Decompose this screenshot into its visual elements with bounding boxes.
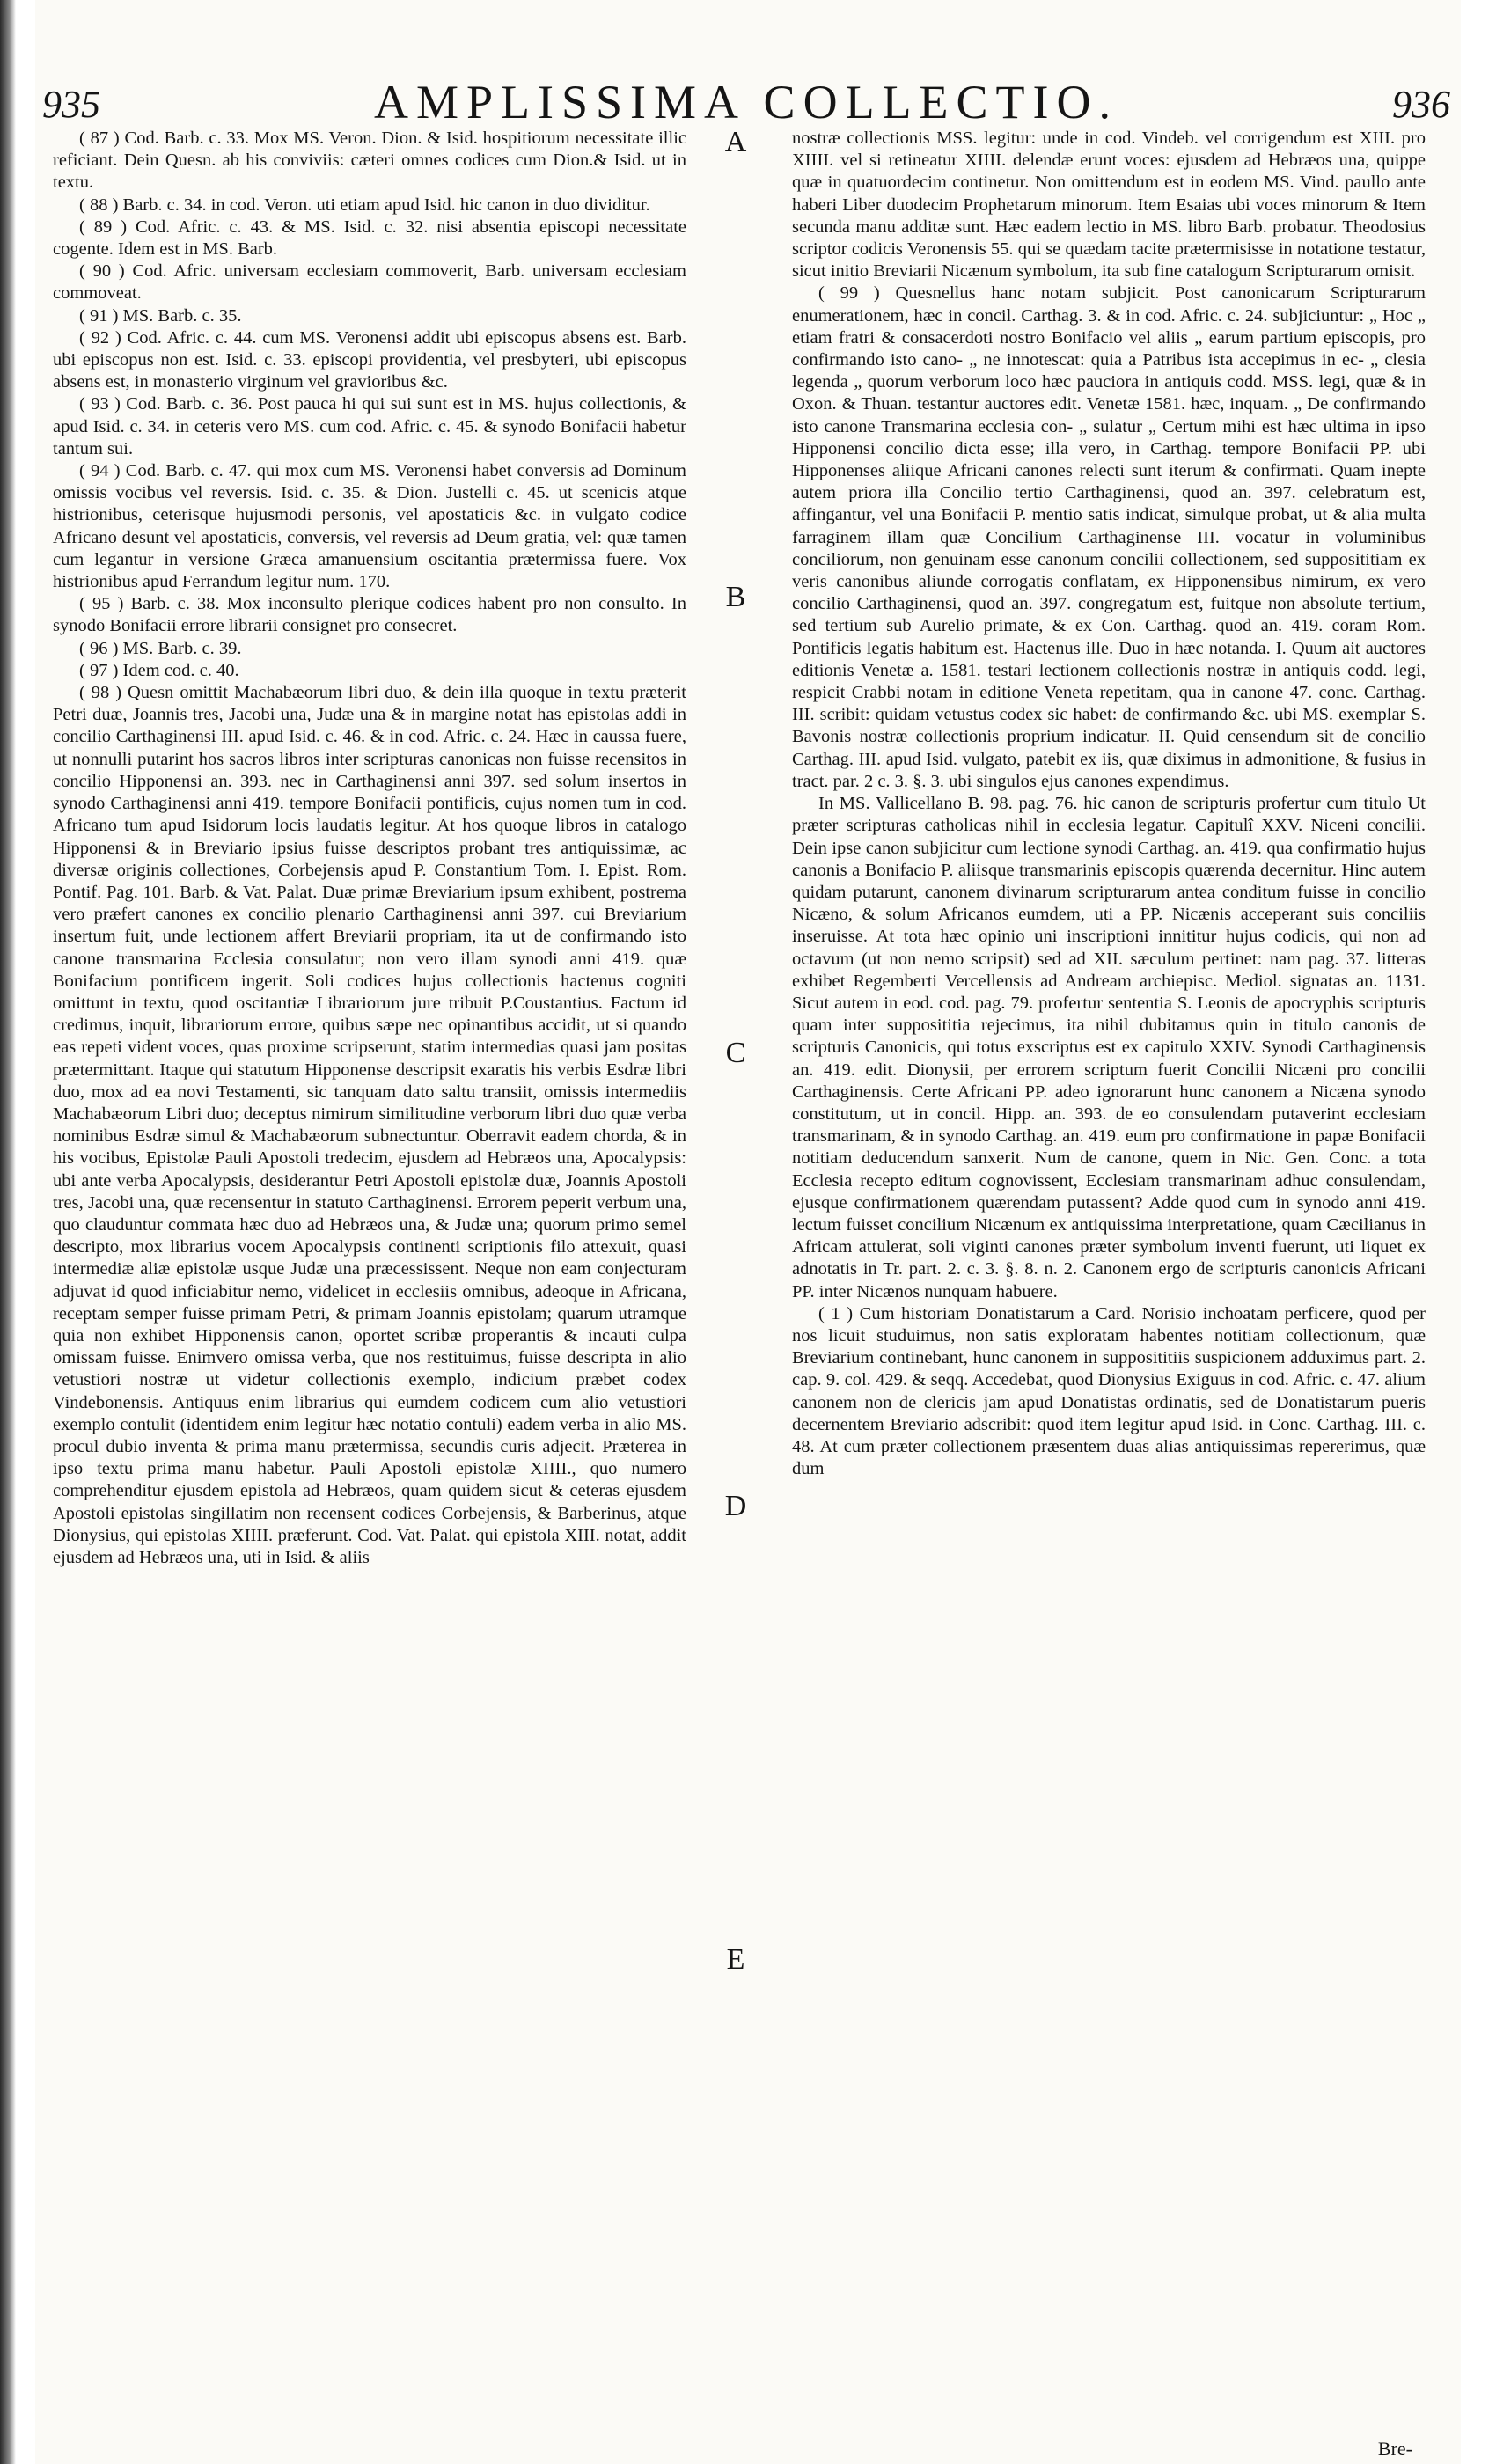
footnote-92: ( 92 ) Cod. Afric. c. 44. cum MS. Veronensi addit ubi episcopus absens est. Barb. ubi episcopus non est. Isid. c. 33. episcopi providentia, vel presbyteri, ubi episcopus absens est, in monasterio virginum vel gravioribus &c. — [53, 327, 686, 392]
margin-letter-a: A — [724, 126, 747, 158]
margin-letter-e: E — [726, 1943, 745, 1976]
margin-letter-b: B — [725, 581, 746, 613]
footnote-1: ( 1 ) Cum historiam Donatistarum a Card. Norisio inchoatam perficere, quod per nos licuit studuimus, non satis exploratam habentes notitiam collectionum, quæ Breviarium continebant, hunc canonem in supposititiis suspicionem adduximus part. 2. cap. 9. col. 429. & seqq. Accedebat, quod Dionysius Exiguus in cod. Afric. c. 47. alium canonem non de clericis jam apud Donatistas ordinatis, sed de Donatistarum pueris decernentem Breviario adscribit: quod item legitur apud Isid. in Conc. Carthag. III. c. 48. At cum præter collectionem præsentem duas alias antiquissimas repererimus, quæ dum — [792, 1303, 1426, 1479]
margin-letter-d: D — [724, 1490, 747, 1522]
right-column — [792, 128, 1426, 2420]
footnote-93: ( 93 ) Cod. Barb. c. 36. Post pauca hi qui sui sunt est in MS. hujus collectionis, & apud Isid. c. 34. in ceteris vero MS. cum cod. Afric. c. 45. & synodo Bonifacii habetur tantum sui. — [53, 394, 686, 458]
footnote-88: ( 88 ) Barb. c. 34. in cod. Veron. uti etiam apud Isid. hic canon in duo dividitur. — [79, 194, 650, 215]
running-title: AMPLISSIMA COLLECTIO. — [373, 76, 1119, 128]
footnote-97: ( 97 ) Idem cod. c. 40. — [79, 660, 239, 680]
footnote-96: ( 96 ) MS. Barb. c. 39. — [79, 638, 242, 658]
paragraph-vallicellano: In MS. Vallicellano B. 98. pag. 76. hic canon de scripturis profertur cum titulo Ut præter scripturas catholicas nihil in ecclesia legatur. Capitulî XXV. Niceni concilii. Dein ipse canon subjicitur cum lectione synodi Carthag. an. 419. qua confirmatio hujus canonis a Bonifacio P. aliisque transmarinis episcopis quærenda decernitur. Hinc autem quidam putarunt, canonem divinarum scripturarum antea conditum fuisse in concilio Nicæno, & solum Africanos eumdem, uti a PP. Nicænis acceperant suis conciliis inseruisse. At tota hæc opinio uni inscriptioni innititur hujus codicis, qui non ad octavum (ut non nemo scripsit) sed ad XII. sæculum pertinet: nam pag. 37. litteras exhibet Regemberti Vercellensis ad Andream archiepisc. Mediol. signatas an. 1131. Sicut autem in eod. cod. pag. 79. profertur sententia S. Leonis de apocryphis scripturis quam inter supposititia rejecimus, ita nihil dubitamus quin in titulo canonis de scripturis Canonicis, qui totus exscriptus est ex capitulo XXIV. Synodi Carthaginensis an. 419. edit. Dionysii, per errorem scriptum fuerit Concilii Nicæni pro concilii Carthaginensis. Certe Africani PP. adeo ignorarunt hunc canonem a Nicæna synodo constitutum, ut in concil. Hipp. an. 393. de eo consulendam putaverint ecclesiam transmarinam, & in synodo Carthag. an. 419. eum pro confirmatione in papæ Bonifacii notitiam deducendum sanxerit. Num de canone, quem in Nic. Gen. Conc. a tota Ecclesia recepto editum cognovissent, Ecclesiam transmarinam adhuc consulendam, ejusque confirmationem quærendam putassent? Adde quod cum in synodo anni 419. lectum fuisset concilium Nicænum ex antiquissima interpretatione, quam Cæcilianus in Africam attulerat, soli viginti canones præter symbolum inventi fuerunt, uti liquet ex adnotatis in Tr. part. 2. c. 3. §. 8. n. 2. Canonem ergo de scripturis canonicis Africani PP. inter Nicænos nunquam habuere. — [792, 794, 1426, 1302]
page-number-right: 936 — [1392, 83, 1450, 126]
footnote-94: ( 94 ) Cod. Barb. c. 47. qui mox cum MS. Veronensi habet conversis ad Dominum omissis vocibus vel reversis. Isid. c. 35. & Dion. Justelli c. 45. ut scenicis atque histrionibus, ceterisque hujusmodi personis, vel apostaticis &c. in vulgato codice Africano desunt vel apostaticis, conversis, vel reversis ad Deum gratia, vel: quæ tamen cum legantur in versione Græca amanuensium oscitantia prætermissa fuere. Vox histrionibus apud Ferrandum legitur num. 170. — [53, 461, 686, 592]
footnote-91: ( 91 ) MS. Barb. c. 35. — [79, 305, 242, 326]
margin-letter-c: C — [725, 1037, 746, 1069]
footnote-90: ( 90 ) Cod. Afric. universam ecclesiam commoverit, Barb. universam ecclesiam commoveat. — [53, 261, 686, 304]
page-number-left: 935 — [42, 83, 100, 126]
footnote-98: ( 98 ) Quesn omittit Machabæorum libri duo, & dein illa quoque in textu præterit Petri duæ, Joannis tres, Jacobi una, Judæ una & in margine notat has epistolas addi in concilio Carthaginensi III. apud Isid. c. 46. & in cod. Afric. c. 24. Hæc in caussa fuere, ut nonnulli putarint hos sacros libros inter scripturas canonicas non fuisse recensitos in concilio Hipponensi an. 393. nec in Carthaginensi anni 397. sed solum insertos in synodo Carthaginensi anni 419. tempore Bonifacii pontificis, cujus nomen tum in cod. Africano tum apud Isidorum locis laudatis legitur. At hos quoque libros in catalogo Hipponensi & in Breviario ipsius fuisse descriptos probant tres antiquissimæ, ac diversæ originis collectiones, Corbejensis apud P. Constantium Tom. I. Epist. Rom. Pontif. Pag. 101. Barb. & Vat. Palat. Duæ primæ Breviarium ipsum exhibent, postrema vero præfert canones ex concilio plenario Carthaginensi anni 397. cui Breviarium insertum fuit, unde lectionem affert Breviarii propriam, ita ut de confirmando isto canone transmarina Ecclesia consulatur; non vero illam synodi anni 419. quæ Bonifacium pontificem ingerit. Soli codices hujus collectionis hactenus cogniti omittunt in textu, quod oscitantiæ Librariorum jure tribuit P.Coustantius. Factum id credimus, inquit, librariorum errore, quibus sæpe nec opinantibus accidit, ut si quando eas repeti vident voces, quas proxime scripserunt, statim intermedias quasi jam positas prætermittant. Itaque qui statutum Hipponense descripsit exaratis his verbis Esdræ libri duo, mox ad ea novi Testamenti, sic tanquam dato saltu transiit, omissis intermediis Machabæorum Libri duo; deceptus nimirum similitudine verborum libri duo quæ verba nominibus Esdræ simul & Machabæorum subnectuntur. Oberravit eadem chorda, & in his vocibus, Epistolæ Pauli Apostoli tredecim, ejusdem ad Hebræos una, Apocalypsis: ubi ante verba Apocalypsis, desiderantur Petri Apostoli epistolæ duæ, Joannis Apostoli tres, Jacobi una, quæ recensentur in statuto Carthaginensi. Errorem peperit verbum una, quo clauduntur commata hæc duo ad Hebræos una, & Judæ una; quorum primo semel descripto, mox librarius vocem Apocalypsis continenti scriptionis filo attexuit, quasi intermediæ aliæ epistolæ usque Judæ una præcessissent. Neque non eam conjecturam adjuvat id quod inficiabitur nemo, videlicet in ecclesiis omnibus, adeoque in Africana, receptam semper fuisse primam Petri, & primam Joannis epistolam; quarum utramque quia non exhibet Hipponensis canon, oportet scribæ properantis & incauti culpa omissam fuisse. Enimvero omissa verba, que nos restituimus, fuisse descripta in alio vetustiori nostræ ut videtur collectionis exemplo, indicium præbet codex Vindebonensis. Antiquus enim librarius qui eumdem codicem cum alio vetustiori exemplo contulit (identidem enim legitur hæc notatio contuli) eadem verba in alio MS. procul dubio inventa & prima manu prætermissa, secundis curis adjecit. Præterea in ipso textu prima manu habetur. Pauli Apostoli epistolæ XIIII., quo numero comprehenditur ejusdem epistola ad Hebræos, quam quidem sicut & ceteras ejusdem Apostoli epistolas singillatim non recensent codices Corbejensis, & Barberinus, atque Dionysius, qui epistolas XIIII. præferunt. Cod. Vat. Palat. qui epistola XIII. notat, addit ejusdem ad Hebræos una, uti in Isid. & aliis — [53, 683, 686, 1567]
continued-note: nostræ collectionis MSS. legitur: unde in cod. Vindeb. vel corrigendum est XIII. pro XIIII. vel si retineatur XIIII. delendæ erunt voces: ejusdem ad Hebræos una, quippe quæ in quatuordecim continetur. Non omittendum est in eodem MS. Vind. paullo ante haberi Liber duodecim Prophetarum minorum. Item Esaias ubi voces minorum & Item secunda manu additæ sunt. Hæc eadem lectio in MS. libro Barb. probatur. Theodosius scriptor codicis Veronensis 55. qui se quædam tacite prætermisisse in notatione testatur, sicut initio Breviarii Nicænum symbolum, ita sub fine catalogum Scripturarum omisit. — [792, 128, 1426, 282]
footnote-89: ( 89 ) Cod. Afric. c. 43. & MS. Isid. c. 32. nisi absentia episcopi necessitate cogente. Idem est in MS. Barb. — [53, 216, 686, 260]
footnote-99: ( 99 ) Quesnellus hanc notam subjicit. Post canonicarum Scripturarum enumerationem, hæc in concil. Carthag. 3. & in cod. Afric. c. 24. subjiciuntur: „ Hoc „ etiam fratri & consacerdoti nostro Bonifacio vel aliis „ earum partium episcopis, pro confirmando isto cano- „ ne innotescat: quia a Patribus ista accepimus in ec- „ clesia legenda „ quorum verborum loco hæc pauciora in antiquis codd. MSS. legi, quæ & in Oxon. & Thuan. testantur auctores edit. Venetæ 1581. hæc, inquam. „ De confirmando isto canone Transmarina ecclesia con- „ sulatur „ Certum mihi est hæc ultima in ipso Hipponensi concilio dicta esse; illa vero, in Carthag. tempore Bonifacii PP. ubi Hipponenses aliique Africani canones relecti sunt iterum & confirmati. Quam inepte autem priora illa Concilio tertio Carthaginensi, quod an. 397. celebratum est, affingantur, vel una Bonifacii P. mentio satis indicat, simulque probat, ut & alia multa farraginem illam quæ Concilium Carthaginense III. vocatur in voluminibus conciliorum, non genuinam esse canonum concilii collectionem, sed supposititiam ex veris canonibus aliunde corrogatis conflatam, ex Hipponensibus nimirum, ex vero concilio Carthaginensi, quod an. 397. congregatum est, fuitque non absolute tertium, sed tertium sub Aurelio primate, & ex Con. Carthag. quod an. 419. coram Rom. Pontificis legatis habitum est. Hactenus ille. Duo in hæc notanda. I. Quum ait auctores editionis Venetæ a. 1581. testari lectionem collectionis nostræ in antiquis codd. legi, respicit Crabbi notam in editione Veneta repetitam, qua in canone 47. conc. Carthag. III. scribit: quidam vetustus codex sic habet: de confirmando &c. ubi MS. exemplar S. Bavonis nostræ collectionis proprium indicatur. II. Quid censendum sit de concilio Carthag. III. apud Isid. vulgato, patebit ex iis, quæ diximus in admonitione, & fusius in tract. par. 2 c. 3. §. 3. ubi singulos ejus canones expendimus. — [792, 283, 1426, 791]
footnote-87: ( 87 ) Cod. Barb. c. 33. Mox MS. Veron. Dion. & Isid. hospitiorum necessitate illic reficiant. Dein Quesn. ab his conviviis: cæteri omnes codices cum Dion.& Isid. ut in textu. — [53, 128, 686, 193]
catch-word: Bre- — [1377, 2438, 1412, 2460]
book-page — [35, 0, 1461, 2464]
footnote-95: ( 95 ) Barb. c. 38. Mox inconsulto plerique codices habent pro non consulto. In synodo Bonifacii errore librarii consignet pro consecret. — [53, 594, 686, 636]
scan-binding-edge — [0, 0, 16, 2464]
left-column — [53, 128, 686, 2420]
